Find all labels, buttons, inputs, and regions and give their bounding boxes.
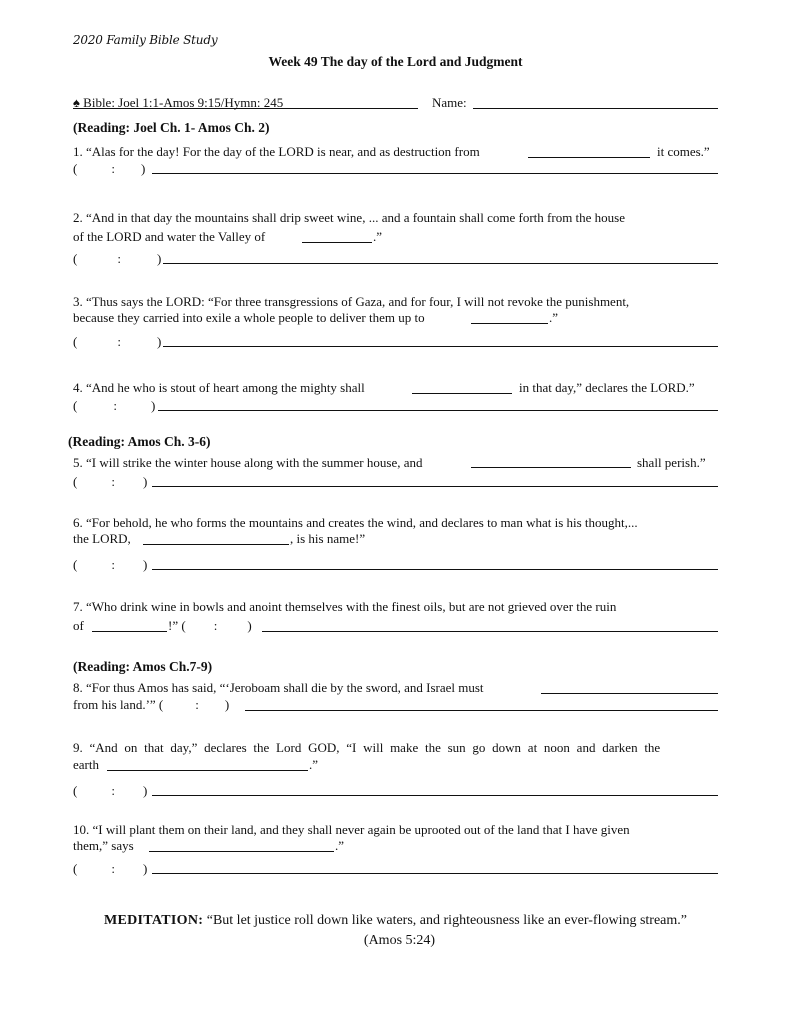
question-2-text-end: .”	[373, 229, 383, 244]
reference-row: ( : )	[73, 398, 156, 413]
reference-row: ( : )	[73, 861, 148, 876]
section-heading: (Reading: Amos Ch. 3-6)	[68, 434, 211, 449]
question-6-text-line2: the LORD,	[73, 531, 131, 546]
answer-blank[interactable]	[471, 323, 548, 324]
question-3-text-end: .”	[549, 310, 559, 325]
meditation-label: MEDITATION:	[104, 913, 204, 928]
reference-answer-line[interactable]	[262, 631, 718, 632]
answer-blank[interactable]	[107, 770, 308, 771]
question-1-text: 1. “Alas for the day! For the day of the LORD is near, and as destruction from	[73, 144, 480, 159]
reference-row: ( : )	[73, 161, 146, 176]
answer-blank[interactable]	[92, 631, 167, 632]
answer-blank[interactable]	[302, 242, 372, 243]
question-6-text: 6. “For behold, he who forms the mountains and creates the wind, and declares to man what is his thought,...	[73, 515, 638, 530]
reference-row: ( : )	[73, 783, 148, 798]
reference-answer-line[interactable]	[163, 263, 718, 264]
answer-blank[interactable]	[412, 393, 512, 394]
question-9-text-end: .”	[309, 757, 319, 772]
answer-blank[interactable]	[528, 157, 650, 158]
spade-icon: ♠	[73, 95, 80, 110]
reference-answer-line[interactable]	[245, 710, 718, 711]
bible-reference: Bible: Joel 1:1-Amos 9:15/Hymn: 245	[83, 95, 284, 110]
answer-blank[interactable]	[471, 467, 631, 468]
page-header: 2020 Family Bible Study	[73, 33, 218, 47]
question-2-text: 2. “And in that day the mountains shall drip sweet wine, ... and a fountain shall come forth from the house	[73, 210, 626, 225]
reference-answer-line[interactable]	[158, 410, 718, 411]
name-field[interactable]	[473, 108, 718, 109]
answer-blank[interactable]	[541, 693, 718, 694]
question-10-text-end: .”	[335, 838, 345, 853]
page-title: Week 49 The day of the Lord and Judgment	[268, 54, 523, 69]
reference-answer-line[interactable]	[152, 873, 718, 874]
reference-answer-line[interactable]	[152, 795, 718, 796]
reference-row: ( : )	[73, 334, 162, 349]
meditation-citation: (Amos 5:24)	[363, 933, 436, 948]
question-1-text-end: it comes.”	[657, 144, 710, 159]
question-8-reference: from his land.’” ( : )	[73, 697, 230, 712]
question-6-text-end: , is his name!”	[290, 531, 366, 546]
answer-blank[interactable]	[149, 851, 334, 852]
reference-row: ( : )	[73, 474, 148, 489]
question-4-text: 4. “And he who is stout of heart among the mighty shall	[73, 380, 365, 395]
question-10-text-line2: them,” says	[73, 838, 134, 853]
question-4-text-end: in that day,” declares the LORD.”	[519, 380, 695, 395]
question-10-text: 10. “I will plant them on their land, and they shall never again be uprooted out of the land that I have given	[73, 822, 630, 837]
reference-answer-line[interactable]	[152, 173, 718, 174]
section-heading: (Reading: Joel Ch. 1- Amos Ch. 2)	[73, 120, 270, 135]
reference-answer-line[interactable]	[152, 569, 718, 570]
question-3-text: 3. “Thus says the LORD: “For three transgressions of Gaza, and for four, I will not revoke the punishment,	[73, 294, 630, 309]
question-7-reference: !” ( : )	[168, 618, 252, 633]
question-7-text: 7. “Who drink wine in bowls and anoint themselves with the finest oils, but are not grieved over the ruin	[73, 599, 617, 614]
reference-answer-line[interactable]	[163, 346, 718, 347]
reference-row: ( : )	[73, 251, 162, 266]
question-5-text: 5. “I will strike the winter house along with the summer house, and	[73, 455, 423, 470]
question-7-text-line2: of	[73, 618, 84, 633]
question-9-text: 9. “And on that day,” declares the Lord GOD, “I will make the sun go down at noon and darken the	[73, 740, 661, 755]
meditation-verse	[0, 911, 791, 931]
name-label: Name:	[432, 95, 467, 110]
question-3-text-line2: because they carried into exile a whole people to deliver them up to	[73, 310, 425, 325]
bible-underline	[73, 108, 418, 109]
reference-row: ( : )	[73, 557, 148, 572]
question-9-text-line2: earth	[73, 757, 99, 772]
meditation-block	[0, 911, 791, 951]
question-5-text-end: shall perish.”	[637, 455, 706, 470]
section-heading: (Reading: Amos Ch.7-9)	[73, 659, 213, 674]
question-2-text-line2: of the LORD and water the Valley of	[73, 229, 266, 244]
answer-blank[interactable]	[143, 544, 289, 545]
question-8-text: 8. “For thus Amos has said, “‘Jeroboam shall die by the sword, and Israel must	[73, 680, 484, 695]
meditation-text: “But let justice roll down like waters, and righteousness like an ever-flowing stream.”	[206, 913, 687, 928]
reference-answer-line[interactable]	[152, 486, 718, 487]
